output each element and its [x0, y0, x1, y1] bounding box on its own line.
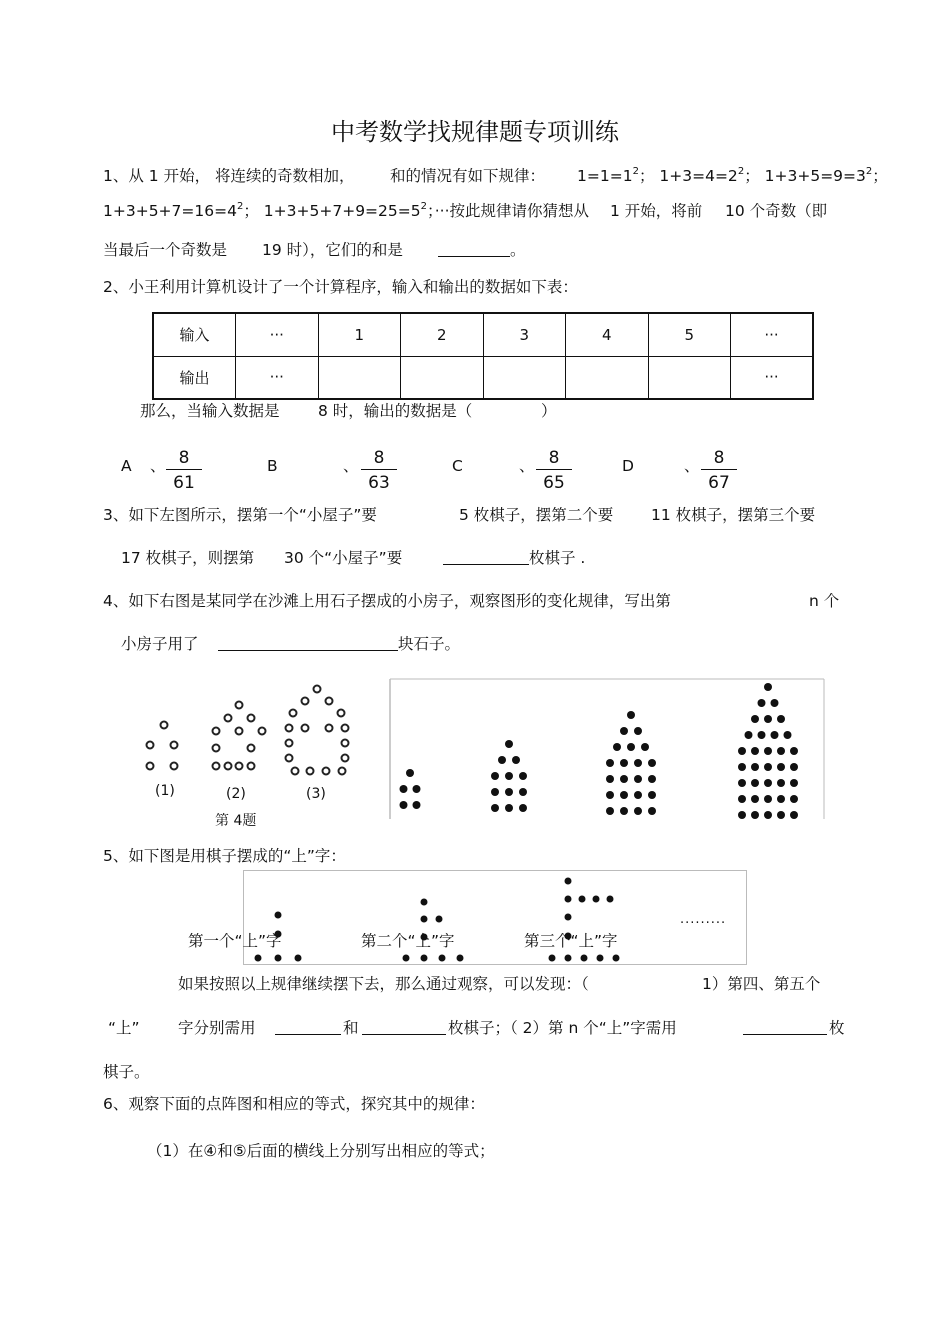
stone	[161, 722, 168, 729]
stone	[758, 699, 766, 707]
figure-label-3: (3)	[306, 786, 326, 802]
q5-answer-fifth[interactable]	[362, 1018, 446, 1038]
table-cell[interactable]	[648, 356, 731, 399]
shang-label-3: 第三个“上”字	[524, 932, 618, 950]
stone	[147, 742, 154, 749]
table-cell: ···	[236, 313, 319, 356]
stone	[248, 745, 255, 752]
table-cell: 输入	[153, 313, 236, 356]
chess-piece	[593, 896, 600, 903]
stone	[286, 755, 293, 762]
hollow-house-figure	[140, 680, 370, 830]
stone	[606, 807, 614, 815]
chess-piece	[565, 896, 572, 903]
chess-piece	[275, 912, 282, 919]
stone	[738, 747, 746, 755]
stone	[790, 795, 798, 803]
stone	[764, 715, 772, 723]
stone	[634, 775, 642, 783]
stone	[491, 804, 499, 812]
stone	[751, 795, 759, 803]
stone	[342, 725, 349, 732]
stone	[292, 768, 299, 775]
chess-piece	[421, 955, 428, 962]
table-cell: 5	[648, 313, 731, 356]
table-cell[interactable]	[401, 356, 484, 399]
stone	[771, 731, 779, 739]
stone	[764, 747, 772, 755]
table-cell: 3	[483, 313, 566, 356]
stone	[751, 747, 759, 755]
chess-piece	[613, 955, 620, 962]
stone	[738, 811, 746, 819]
q4-answer-line[interactable]: 块石子。	[218, 634, 460, 654]
option-c-fraction[interactable]: $\frac{8}{65}$	[536, 447, 572, 494]
stone	[777, 715, 785, 723]
q2-intro: 2、小王利用计算机设计了一个计算程序，输入和输出的数据如下表：	[103, 278, 578, 296]
stone	[627, 743, 635, 751]
stone	[777, 763, 785, 771]
stone	[339, 768, 346, 775]
table-cell: ···	[731, 356, 814, 399]
stone	[620, 807, 628, 815]
shang-label-1: 第一个“上”字	[188, 932, 282, 950]
option-d-letter[interactable]: D	[622, 457, 634, 475]
stone	[648, 759, 656, 767]
chess-piece	[403, 955, 410, 962]
stone	[777, 779, 785, 787]
stone	[171, 742, 178, 749]
stone	[620, 759, 628, 767]
stone	[323, 768, 330, 775]
stone	[326, 698, 333, 705]
stone	[498, 756, 506, 764]
stone	[738, 763, 746, 771]
stone	[606, 791, 614, 799]
chess-piece	[581, 955, 588, 962]
stone	[290, 710, 297, 717]
chess-piece	[565, 878, 572, 885]
chess-piece	[457, 955, 464, 962]
stone	[627, 711, 635, 719]
table-cell[interactable]	[566, 356, 649, 399]
stone	[225, 763, 232, 770]
chess-piece	[597, 955, 604, 962]
chess-piece	[565, 955, 572, 962]
table-cell[interactable]	[318, 356, 401, 399]
shang-label-2: 第二个“上”字	[361, 932, 455, 950]
chess-piece	[565, 914, 572, 921]
stone	[286, 740, 293, 747]
stone	[236, 728, 243, 735]
stone	[764, 763, 772, 771]
stone	[751, 715, 759, 723]
q5-answer-nth[interactable]	[743, 1018, 827, 1038]
stone	[512, 756, 520, 764]
stone	[491, 788, 499, 796]
table-row	[153, 313, 813, 356]
q1-equations: $1=1=1^2$； $1+3=4=2^2$； $1+3+5=9=3^2$；	[577, 166, 888, 185]
option-b-letter[interactable]: B	[267, 457, 278, 475]
stone	[406, 769, 414, 777]
q3-answer-line[interactable]: 枚棋子 .	[443, 548, 585, 568]
stone	[738, 795, 746, 803]
chess-piece	[579, 896, 586, 903]
stone	[620, 775, 628, 783]
stone	[641, 743, 649, 751]
stone	[764, 795, 772, 803]
chess-piece	[549, 955, 556, 962]
stone	[634, 791, 642, 799]
stone	[326, 725, 333, 732]
stone	[505, 804, 513, 812]
stone	[764, 779, 772, 787]
stone	[236, 763, 243, 770]
stone	[751, 779, 759, 787]
stone	[648, 807, 656, 815]
stone	[634, 807, 642, 815]
option-a-fraction[interactable]: $\frac{8}{61}$	[166, 447, 202, 494]
stone	[171, 763, 178, 770]
io-table	[152, 312, 814, 400]
stone	[519, 788, 527, 796]
q1-answer-line[interactable]: 。	[438, 240, 526, 260]
table-cell: 输出	[153, 356, 236, 399]
table-cell: ···	[236, 356, 319, 399]
stone	[248, 715, 255, 722]
option-d-fraction[interactable]: $\frac{8}{67}$	[701, 447, 737, 494]
stone	[790, 747, 798, 755]
q1-line2: $1+3+5+7=16=4^2$； $1+3+5+7+9=25=5^2$；···按此规律请你猜想从	[103, 201, 590, 220]
stone	[342, 740, 349, 747]
q5-answer-fourth[interactable]	[275, 1018, 341, 1038]
continuation-ellipsis: ·········	[680, 916, 727, 931]
stone	[620, 727, 628, 735]
stone	[519, 804, 527, 812]
chess-piece	[275, 955, 282, 962]
stone	[790, 763, 798, 771]
chess-piece	[436, 916, 443, 923]
chess-piece	[607, 896, 614, 903]
stone	[606, 775, 614, 783]
stone	[314, 686, 321, 693]
chess-piece	[295, 955, 302, 962]
stone	[302, 725, 309, 732]
stone	[505, 788, 513, 796]
stone	[307, 768, 314, 775]
stone	[764, 683, 772, 691]
stone	[259, 728, 266, 735]
stone	[413, 801, 421, 809]
figure-label-1: (1)	[155, 783, 175, 799]
option-c-letter[interactable]: C	[452, 457, 463, 475]
stone	[648, 791, 656, 799]
stone	[519, 772, 527, 780]
stone	[634, 727, 642, 735]
table-cell: ···	[731, 313, 814, 356]
option-b-fraction[interactable]: $\frac{8}{63}$	[361, 447, 397, 494]
stone	[225, 715, 232, 722]
stone	[613, 743, 621, 751]
stone	[213, 728, 220, 735]
stone	[790, 779, 798, 787]
stone	[790, 811, 798, 819]
chess-piece	[421, 916, 428, 923]
table-cell: 2	[401, 313, 484, 356]
stone	[491, 772, 499, 780]
stone	[620, 791, 628, 799]
stone	[745, 731, 753, 739]
table-cell: 4	[566, 313, 649, 356]
stone	[213, 763, 220, 770]
stone	[236, 702, 243, 709]
stone	[400, 801, 408, 809]
option-a-letter[interactable]: A	[121, 457, 132, 475]
stone	[777, 795, 785, 803]
stone	[784, 731, 792, 739]
stone	[213, 745, 220, 752]
stone	[738, 779, 746, 787]
stone	[342, 755, 349, 762]
shang-figure	[243, 870, 748, 965]
stone	[286, 725, 293, 732]
table-cell[interactable]	[483, 356, 566, 399]
stone	[648, 775, 656, 783]
stone	[606, 759, 614, 767]
stone	[771, 699, 779, 707]
table-row	[153, 356, 813, 399]
stone	[302, 698, 309, 705]
stone	[147, 763, 154, 770]
table-cell: 1	[318, 313, 401, 356]
chess-piece	[255, 955, 262, 962]
q1-line1: 1、从 1 开始， 将连续的奇数相加，	[103, 167, 355, 185]
figure-label-2: (2)	[226, 786, 246, 802]
stone	[777, 811, 785, 819]
stone	[248, 763, 255, 770]
figure-caption: 第 4题	[215, 813, 257, 829]
stone	[505, 740, 513, 748]
stone	[751, 811, 759, 819]
chess-piece	[421, 899, 428, 906]
chess-piece	[439, 955, 446, 962]
stone	[777, 747, 785, 755]
stone	[338, 710, 345, 717]
stone	[400, 785, 408, 793]
solid-house-figure	[389, 677, 825, 820]
stone	[505, 772, 513, 780]
stone	[634, 759, 642, 767]
stone	[751, 763, 759, 771]
stone	[764, 811, 772, 819]
stone	[413, 785, 421, 793]
page-title: 中考数学找规律题专项训练	[331, 118, 619, 146]
stone	[758, 731, 766, 739]
